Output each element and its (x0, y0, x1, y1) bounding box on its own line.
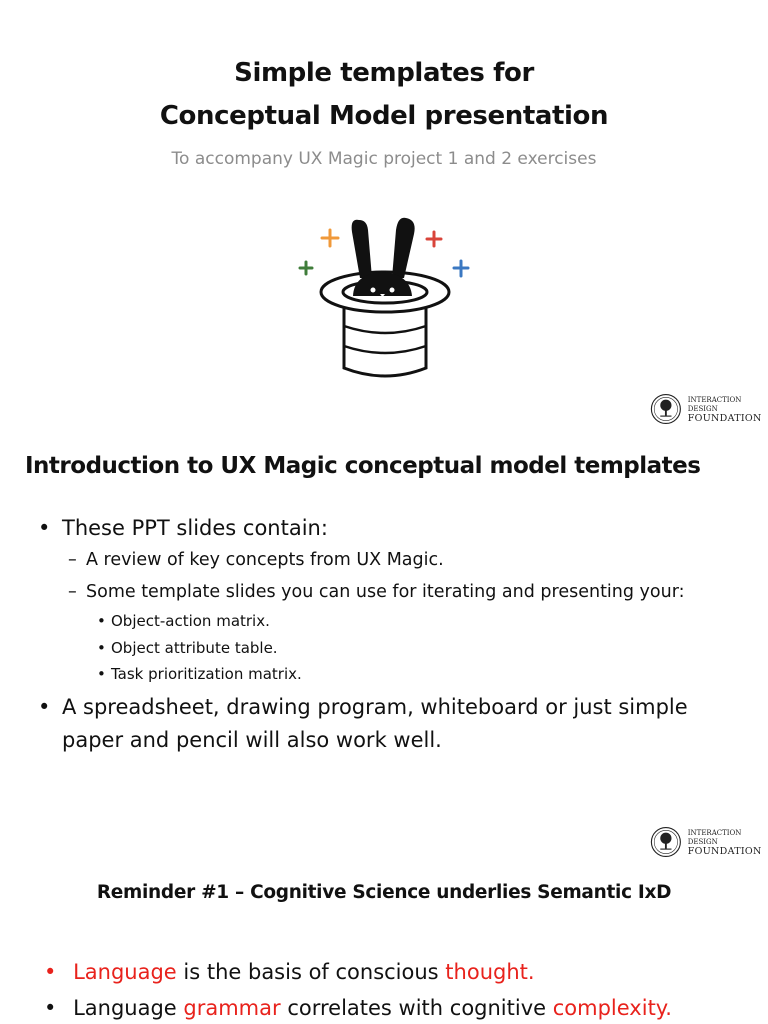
tree-seal-icon (650, 392, 682, 426)
slide3-b1-w2: is the basis of conscious (176, 960, 446, 984)
slide3-heading: Reminder #1 – Cognitive Science underlies Semantic IxD (96, 882, 672, 903)
slide3-bullet-1 (44, 960, 535, 984)
idf-logo-line2: FOUNDATION (687, 412, 762, 424)
idf-logo-2-line2: FOUNDATION (687, 845, 762, 857)
tree-seal-icon (650, 825, 682, 859)
slide2-sub-1: – A review of key concepts from UX Magic. (68, 550, 444, 570)
slide3-b1-w3: thought. (445, 960, 535, 984)
slide2-bullet-2: • A spreadsheet, drawing program, whiteboard or just simple paper and pencil will also work well. (38, 691, 758, 757)
bullet-dot: • (44, 960, 57, 984)
slide2-bullet-1-text: These PPT slides contain: (62, 516, 328, 540)
slide2-subsub-2-text: Object attribute table. (111, 639, 278, 657)
slide3-b2-w1: Language (73, 996, 184, 1020)
slide2-subsub-3-text: Task prioritization matrix. (111, 665, 302, 683)
slide2-sub-1-text: A review of key concepts from UX Magic. (86, 550, 444, 570)
slide2-subsub-1-text: Object-action matrix. (111, 612, 270, 630)
bullet-dot: • (44, 996, 57, 1020)
slide3-b2-w3: correlates with cognitive (280, 996, 553, 1020)
idf-logo-line1: INTERACTION DESIGN (687, 395, 742, 413)
slide3-bullet-2 (44, 996, 672, 1020)
slide2-subsub-2: • Object attribute table. (97, 639, 278, 657)
slide1-title-line1: Simple templates for (234, 58, 534, 88)
slide2-heading: Introduction to UX Magic conceptual model templates (25, 453, 701, 479)
slide3-b2-w4: complexity. (552, 996, 672, 1020)
slide1-title-line2: Conceptual Model presentation (159, 101, 609, 131)
slide2-subsub-1: • Object-action matrix. (97, 612, 270, 630)
slide2-sub-2-text: Some template slides you can use for iterating and presenting your: (86, 582, 685, 602)
idf-logo-2-line1: INTERACTION DESIGN (687, 828, 742, 846)
slide1-subtitle: To accompany UX Magic project 1 and 2 exercises (171, 149, 597, 169)
slide3-b2-w2: grammar (183, 996, 281, 1020)
slide2-bullet-2-line2: paper and pencil will also work well. (62, 728, 442, 752)
sparkle-icon (300, 230, 468, 276)
idf-logo-2 (650, 825, 768, 859)
slide3-b1-w1: Language (73, 960, 177, 984)
slide2-bullet-1: • These PPT slides contain: (38, 516, 328, 540)
slide2-sub-2: – Some template slides you can use for iterating and presenting your: (68, 582, 685, 602)
slide2-bullet-2-line1: A spreadsheet, drawing program, whiteboard or just simple (62, 695, 688, 719)
slide1-title (0, 52, 768, 138)
idf-logo (650, 392, 768, 426)
slide2-subsub-3: • Task prioritization matrix. (97, 665, 302, 683)
magic-hat-rabbit-illustration (290, 208, 480, 388)
